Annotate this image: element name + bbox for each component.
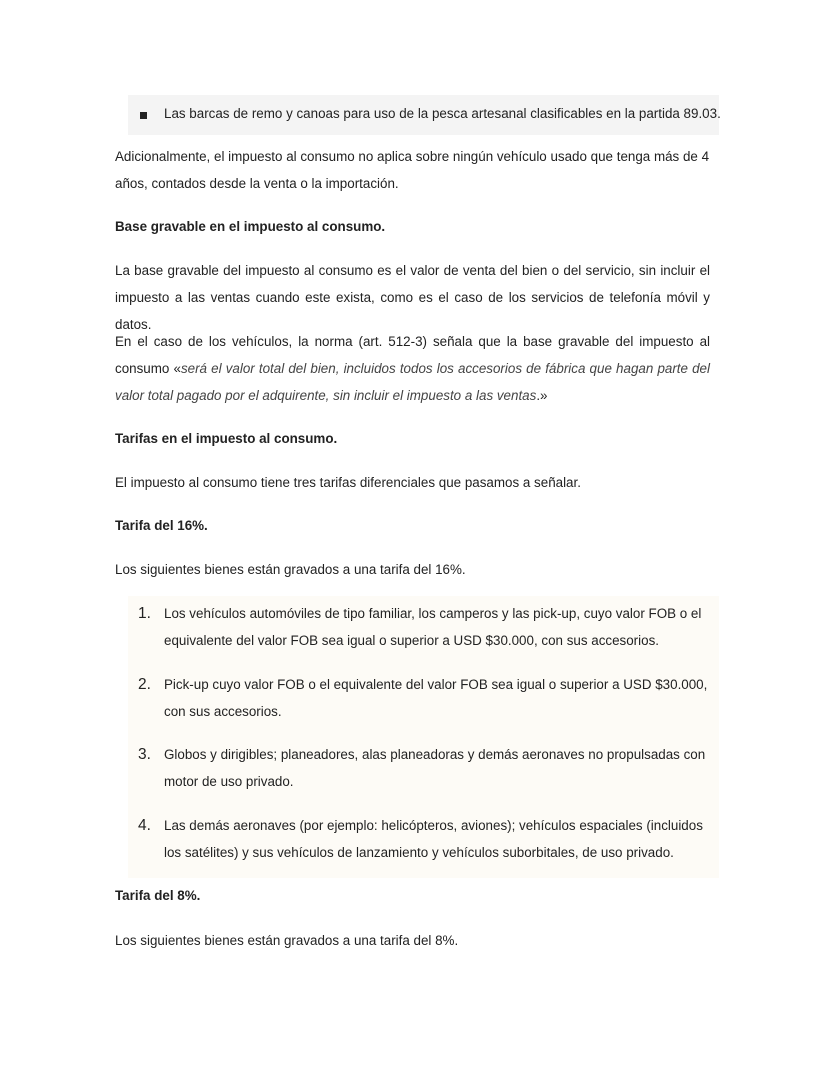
list-item-number: 2. — [138, 676, 151, 693]
list-item-number: 3. — [138, 746, 151, 763]
paragraph-vehiculos — [115, 328, 710, 409]
list-item-number: 1. — [138, 605, 151, 622]
bullet-item-text: Las barcas de remo y canoas para uso de la pesca artesanal clasificables en la partida 89.03. — [164, 106, 721, 121]
vehiculos-intro-text: En el caso de los vehículos, la norma (art. 512-3) señala que la base gravable del impuesto al consumo « — [115, 334, 710, 376]
numbered-list-16 — [128, 596, 719, 878]
vehiculos-quote-text: será el valor total del bien, incluidos todos los accesorios de fábrica que hagan parte del valor total pagado por el adquirente, sin incluir el impuesto a las ventas — [115, 361, 710, 403]
vehiculos-end-text: .» — [536, 388, 548, 403]
paragraph-tarifas: El impuesto al consumo tiene tres tarifas diferenciales que pasamos a señalar. — [115, 475, 581, 490]
bullet-item-box — [128, 95, 719, 135]
paragraph-adicional: Adicionalmente, el impuesto al consumo no aplica sobre ningún vehículo usado que tenga más de 4 años, contados desde la venta o la importación. — [115, 149, 710, 191]
paragraph-tarifa-8: Los siguientes bienes están gravados a una tarifa del 8%. — [115, 933, 459, 948]
list-item-text: Los vehículos automóviles de tipo familiar, los camperos y las pick-up, cuyo valor FOB o el equivalente del valor FOB sea igual o superior a USD $30.000, con sus accesorios. — [164, 606, 702, 648]
list-item-text: Pick-up cuyo valor FOB o el equivalente del valor FOB sea igual o superior a USD $30.000, con sus accesorios. — [164, 677, 708, 719]
heading-base-gravable: Base gravable en el impuesto al consumo. — [115, 219, 386, 234]
list-item-number: 4. — [138, 817, 151, 834]
heading-tarifa-16: Tarifa del 16%. — [115, 518, 208, 533]
paragraph-tarifa-16: Los siguientes bienes están gravados a una tarifa del 16%. — [115, 562, 466, 577]
heading-tarifas: Tarifas en el impuesto al consumo. — [115, 431, 338, 446]
list-item-text: Las demás aeronaves (por ejemplo: helicópteros, aviones); vehículos espaciales (incluidos los satélites) y sus vehículos de lanzamiento y vehículos suborbitales, de uso privado. — [164, 818, 703, 860]
square-bullet-icon — [140, 112, 147, 119]
list-item-text: Globos y dirigibles; planeadores, alas planeadoras y demás aeronaves no propulsadas con motor de uso privado. — [164, 747, 706, 789]
paragraph-base-gravable: La base gravable del impuesto al consumo es el valor de venta del bien o del servicio, sin incluir el impuesto a las ventas cuando este exista, como es el caso de los servicios de telefonía móvil y datos. — [115, 263, 710, 332]
heading-tarifa-8: Tarifa del 8%. — [115, 888, 201, 903]
